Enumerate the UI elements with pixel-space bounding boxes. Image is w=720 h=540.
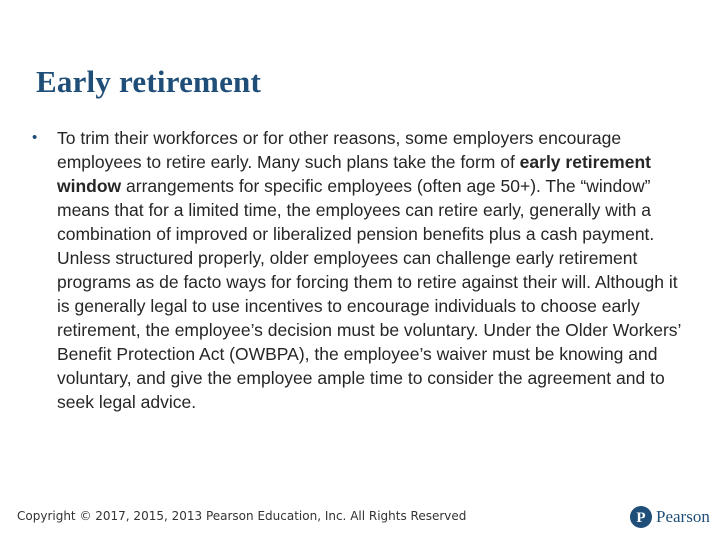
- bullet-text-end: arrangements for specific employees (often age 50+). The “window” means that for a limited time, the employees can retire early, generally with a combination of improved or liberalized pension benefits plus a cash payment. Unless structured properly, older employees can challenge early retirement programs as de facto ways for forcing them to retire against their will. Although it is generally legal to use incentives to encourage individuals to choose early retirement, the employee’s decision must be voluntary. Under the Older Workers’ Benefit Protection Act (OWBPA), the employee’s waiver must be knowing and voluntary, and give the employee ample time to consider the agreement and to seek legal advice.: [57, 176, 681, 412]
- copyright-notice: Copyright © 2017, 2015, 2013 Pearson Education, Inc. All Rights Reserved: [17, 509, 467, 523]
- pearson-logo-letter: P: [636, 510, 646, 526]
- bullet-text: [57, 128, 681, 412]
- pearson-logo-icon: [630, 506, 652, 528]
- slide-title: Early retirement: [36, 64, 261, 99]
- bullet-icon: •: [32, 129, 38, 146]
- bullet-item: [32, 126, 692, 414]
- bullet-text-bold: early retirement window: [57, 152, 651, 196]
- pearson-wordmark: Pearson: [656, 507, 710, 526]
- bullet-list: [32, 126, 692, 414]
- pearson-brand: [630, 506, 710, 528]
- bullet-text-start: To trim their workforces or for other reasons, some employers encourage employees to retire early. Many such plans take the form of: [57, 128, 622, 172]
